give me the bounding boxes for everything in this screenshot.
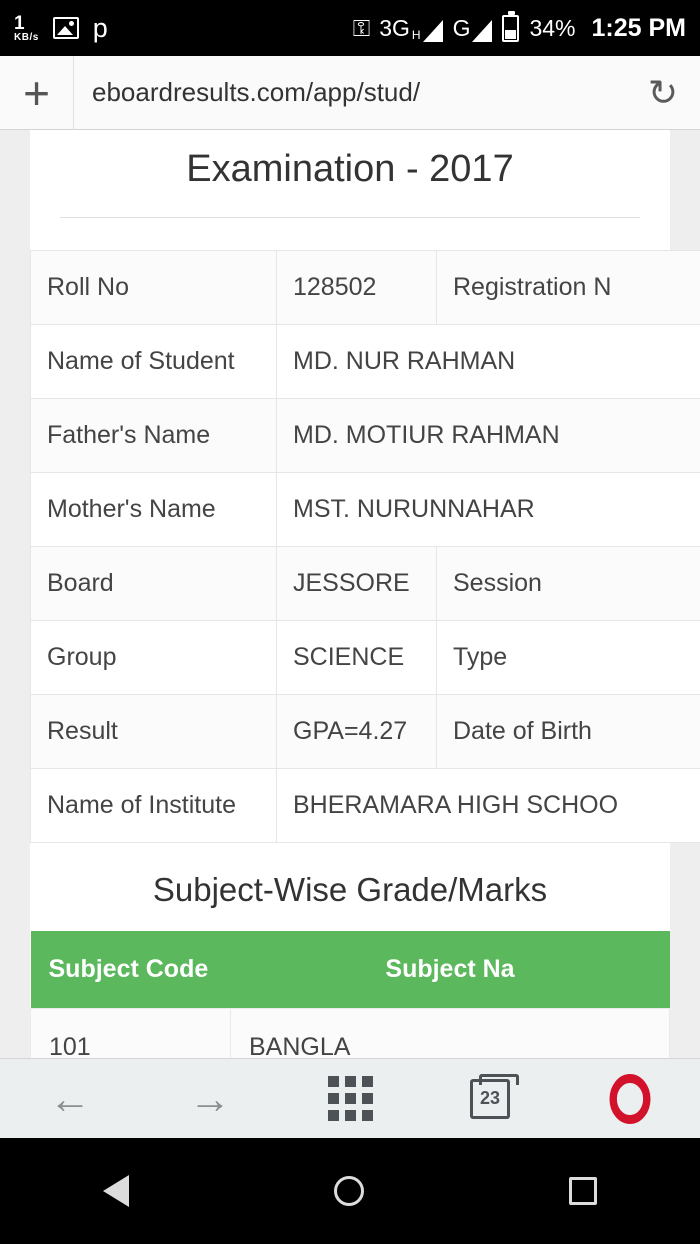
clock: 1:25 PM — [591, 13, 686, 42]
info-value: MD. MOTIUR RAHMAN — [277, 399, 700, 473]
url-input[interactable]: eboardresults.com/app/stud/ — [92, 77, 421, 107]
student-info-table — [30, 250, 700, 843]
subject-code-cell: 101 — [31, 1009, 231, 1059]
table-row — [31, 251, 700, 325]
subject-table-body — [31, 1009, 670, 1059]
table-header-row — [31, 931, 670, 1009]
column-header-subject-code: Subject Code — [31, 931, 231, 1009]
table-row — [31, 399, 700, 473]
info-extra: Type — [437, 621, 700, 695]
info-label: Board — [31, 547, 277, 621]
network-type-label: 3G — [379, 14, 410, 41]
info-label: Group — [31, 621, 277, 695]
opera-icon — [610, 1074, 651, 1124]
recents-button[interactable] — [569, 1177, 597, 1205]
info-extra: Date of Birth — [437, 695, 700, 769]
status-bar — [0, 0, 700, 56]
web-page-viewport[interactable] — [0, 130, 700, 1058]
network-speed-unit: KB/s — [14, 31, 39, 43]
info-extra: Session — [437, 547, 700, 621]
back-button[interactable] — [103, 1175, 129, 1207]
info-value: BHERAMARA HIGH SCHOO — [277, 769, 700, 843]
table-row — [31, 695, 700, 769]
browser-menu-button[interactable] — [295, 1059, 405, 1139]
opera-notification-icon: p — [92, 12, 108, 43]
subject-table-head — [31, 931, 670, 1009]
browser-tabs-button[interactable] — [435, 1059, 545, 1139]
vpn-key-icon: ⚿ — [352, 14, 370, 41]
subject-section-title: Subject-Wise Grade/Marks — [152, 871, 548, 908]
status-bar-left — [14, 14, 108, 43]
table-row — [31, 769, 700, 843]
column-header-subject-name: Subject Na — [231, 931, 670, 1009]
info-label: Roll No — [31, 251, 277, 325]
result-card — [30, 130, 670, 1058]
mobile-data-icon — [379, 15, 442, 42]
home-button[interactable] — [334, 1176, 364, 1206]
info-label: Name of Student — [31, 325, 277, 399]
browser-back-button[interactable] — [15, 1059, 125, 1139]
info-value: GPA=4.27 — [277, 695, 437, 769]
network-speed-value: 1 — [14, 12, 25, 34]
subject-name-cell: BANGLA — [231, 1009, 670, 1059]
signal-bars-icon-2 — [472, 20, 492, 42]
info-value: MD. NUR RAHMAN — [277, 325, 700, 399]
info-value: MST. NURUNNAHAR — [277, 473, 700, 547]
browser-forward-button[interactable] — [155, 1059, 265, 1139]
table-row — [31, 621, 700, 695]
info-value: JESSORE — [277, 547, 437, 621]
network-speed-indicator — [14, 14, 39, 43]
browser-url-bar — [0, 56, 700, 130]
android-nav-bar — [0, 1138, 700, 1244]
info-label: Name of Institute — [31, 769, 277, 843]
carrier-network-label: G — [452, 14, 471, 41]
info-value: 128502 — [277, 251, 437, 325]
info-label: Result — [31, 695, 277, 769]
info-extra: Registration N — [437, 251, 700, 325]
opera-home-button[interactable] — [575, 1059, 685, 1139]
signal-bars-icon — [423, 20, 443, 42]
reload-icon[interactable]: ↻ — [647, 71, 679, 113]
second-sim-icon — [453, 15, 493, 42]
battery-percent: 34% — [529, 14, 576, 41]
grid-icon — [328, 1076, 373, 1121]
info-label: Father's Name — [31, 399, 277, 473]
battery-icon — [502, 15, 519, 42]
table-row — [31, 1009, 670, 1059]
table-row — [31, 473, 700, 547]
arrow-left-icon: ← — [49, 1074, 91, 1122]
tabs-icon: 23 — [470, 1079, 510, 1119]
page-title: Examination - 2017 — [186, 148, 514, 190]
student-info-body — [31, 251, 700, 843]
info-value: SCIENCE — [277, 621, 437, 695]
new-tab-button[interactable]: + — [0, 56, 74, 130]
image-icon — [53, 17, 79, 39]
browser-bottom-bar — [0, 1058, 700, 1138]
arrow-right-icon: → — [189, 1074, 231, 1122]
table-row — [31, 325, 700, 399]
info-label: Mother's Name — [31, 473, 277, 547]
title-divider — [60, 217, 640, 218]
table-row — [31, 547, 700, 621]
status-bar-right — [353, 14, 686, 43]
network-sup-label: H — [411, 27, 421, 42]
subject-grades-table — [30, 931, 670, 1058]
